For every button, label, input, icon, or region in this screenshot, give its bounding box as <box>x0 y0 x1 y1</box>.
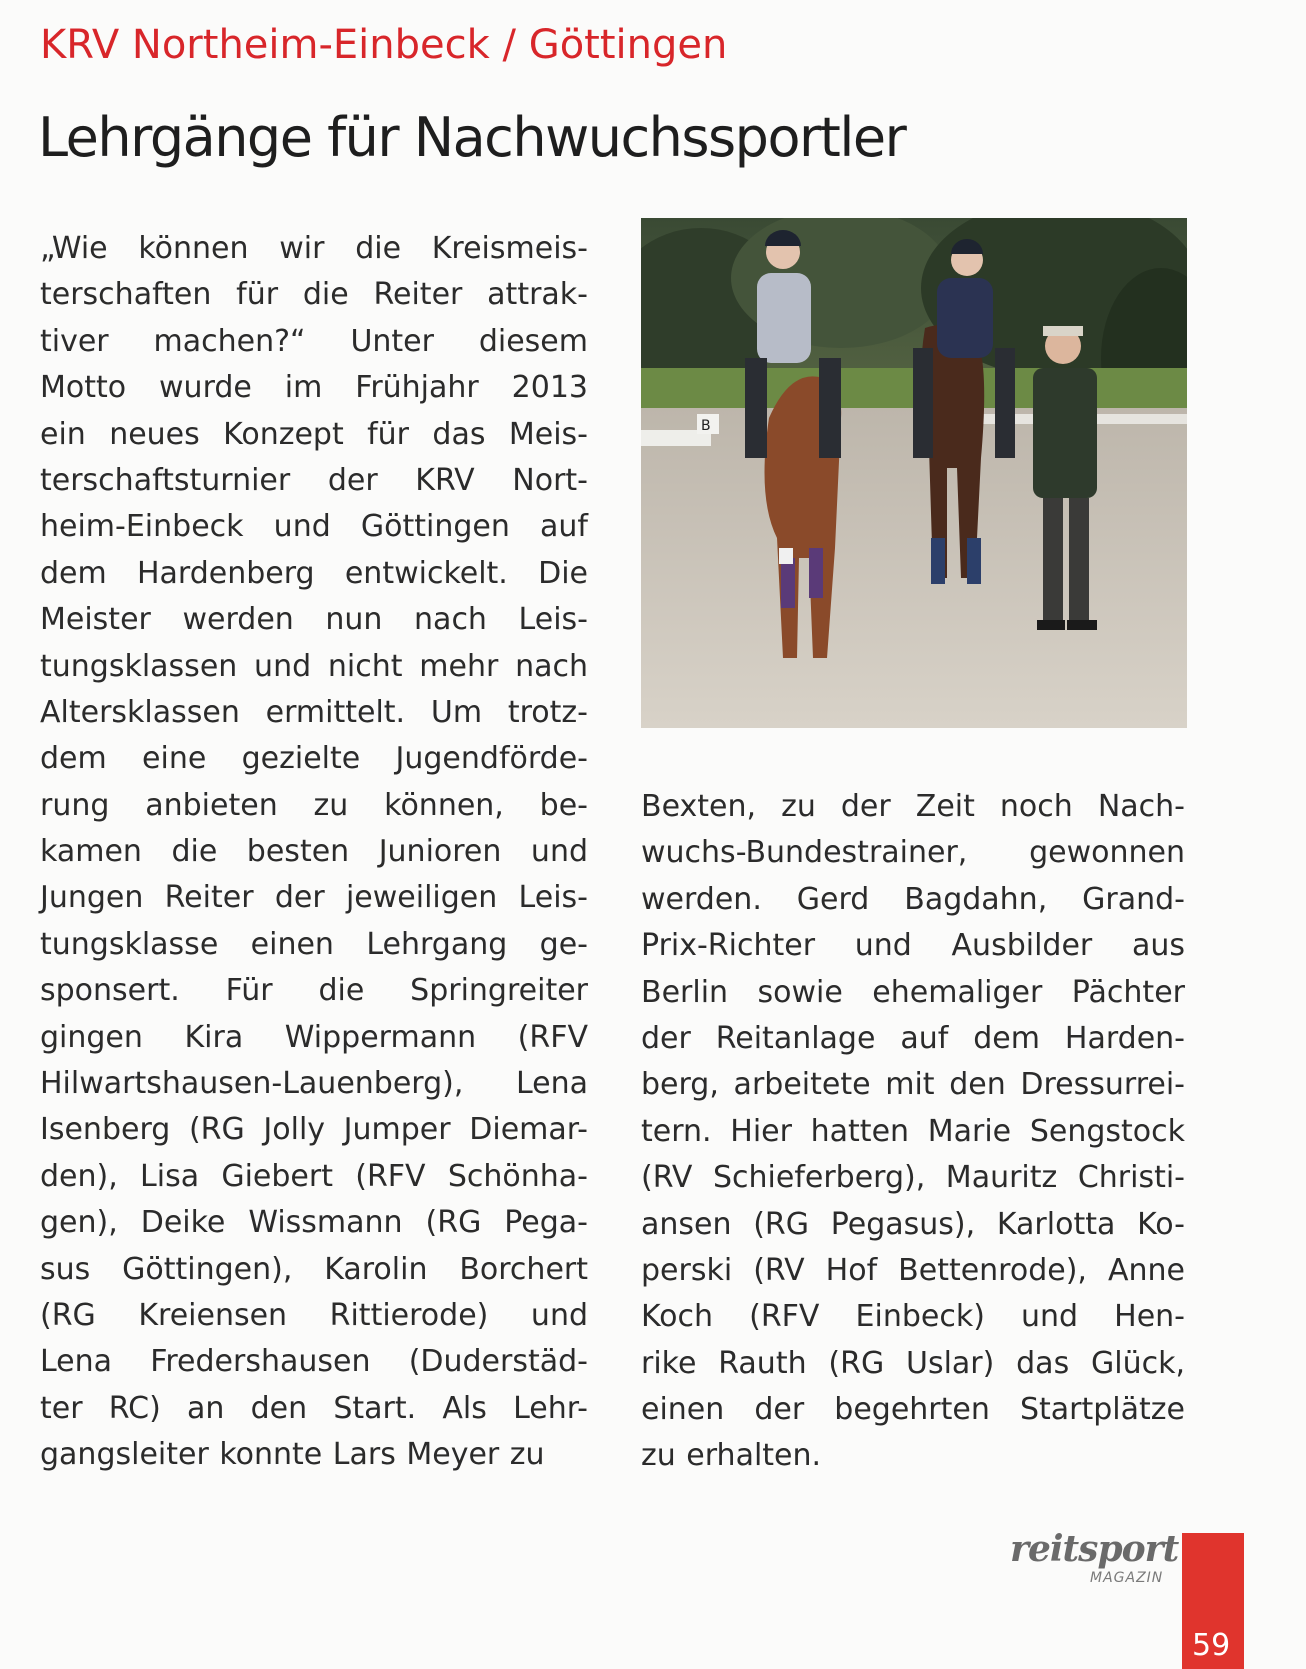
text-line: (RV Schieferberg), Mauritz Christi- <box>641 1160 1185 1196</box>
text-line: tern. Hier hatten Marie Sengstock <box>641 1113 1185 1149</box>
text-line: gingen Kira Wippermann (RFV <box>40 1019 588 1055</box>
text-line: rike Rauth (RG Uslar) das Glück, <box>641 1345 1185 1381</box>
text-line: dem Hardenberg entwickelt. Die <box>40 555 588 591</box>
page-number: 59 <box>1192 1628 1231 1663</box>
text-line: den), Lisa Giebert (RFV Schönha- <box>40 1158 588 1194</box>
text-line: (RG Kreiensen Rittierode) und <box>40 1297 588 1333</box>
text-line: zu erhalten. <box>641 1438 822 1474</box>
text-line: tungsklassen und nicht mehr nach <box>40 648 588 684</box>
magazine-logo: reitsport <box>1010 1528 1179 1570</box>
arena-letter: B <box>701 418 711 434</box>
text-line: kamen die besten Junioren und <box>40 834 588 870</box>
text-line: Altersklassen ermittelt. Um trotz- <box>40 694 588 730</box>
text-line: Koch (RFV Einbeck) und Hen- <box>641 1299 1185 1335</box>
text-line: Motto wurde im Frühjahr 2013 <box>40 370 588 406</box>
text-line: heim-Einbeck und Göttingen auf <box>40 509 588 545</box>
text-line: rung anbieten zu können, be- <box>40 787 588 823</box>
text-line: ansen (RG Pegasus), Karlotta Ko- <box>641 1206 1185 1242</box>
text-line: Meister werden nun nach Leis- <box>40 602 588 638</box>
text-line: Isenberg (RG Jolly Jumper Diemar- <box>40 1112 588 1148</box>
article-headline: Lehrgänge für Nachwuchssportler <box>38 106 906 169</box>
text-line: ter RC) an den Start. Als Lehr- <box>40 1390 588 1426</box>
text-line: terschaftsturnier der KRV Nort- <box>40 462 588 498</box>
text-line: perski (RV Hof Bettenrode), Anne <box>641 1252 1185 1288</box>
text-line: terschaften für die Reiter attrak- <box>40 277 588 313</box>
text-line: Hilwartshausen-Lauenberg), Lena <box>40 1066 588 1102</box>
text-line: sponsert. Für die Springreiter <box>40 973 588 1009</box>
text-line: der Reitanlage auf dem Harden- <box>641 1020 1185 1056</box>
text-line: wuchs-Bundestrainer, gewonnen <box>641 835 1185 871</box>
text-line: einen der begehrten Startplätze <box>641 1392 1185 1428</box>
text-line: werden. Gerd Bagdahn, Grand- <box>641 881 1185 917</box>
photo-riders-horses <box>641 218 1187 728</box>
section-kicker: KRV Northeim-Einbeck / Göttingen <box>40 22 728 68</box>
article-photo <box>641 218 1187 728</box>
text-line: tiver machen?“ Unter diesem <box>40 323 588 359</box>
text-line: gangsleiter konnte Lars Meyer zu <box>40 1437 545 1473</box>
text-line: ein neues Konzept für das Meis- <box>40 416 588 452</box>
article-column-left <box>40 226 588 1479</box>
text-line: Jungen Reiter der jeweiligen Leis- <box>40 880 588 916</box>
magazine-logo-sub: MAGAZIN <box>1090 1570 1164 1586</box>
text-line: Bexten, zu der Zeit noch Nach- <box>641 789 1185 824</box>
text-line: „Wie können wir die Kreismeis- <box>40 231 588 266</box>
text-line: Lena Fredershausen (Duderstäd- <box>40 1344 588 1380</box>
text-line: berg, arbeitete mit den Dressurrei- <box>641 1067 1185 1103</box>
article-column-right <box>641 784 1185 1480</box>
text-line: gen), Deike Wissmann (RG Pega- <box>40 1205 588 1241</box>
text-line: sus Göttingen), Karolin Borchert <box>40 1251 588 1287</box>
text-line: tungsklasse einen Lehrgang ge- <box>40 926 588 962</box>
text-line: Berlin sowie ehemaliger Pächter <box>641 974 1185 1010</box>
text-line: Prix-Richter und Ausbilder aus <box>641 928 1185 964</box>
text-line: dem eine gezielte Jugendförde- <box>40 741 588 777</box>
